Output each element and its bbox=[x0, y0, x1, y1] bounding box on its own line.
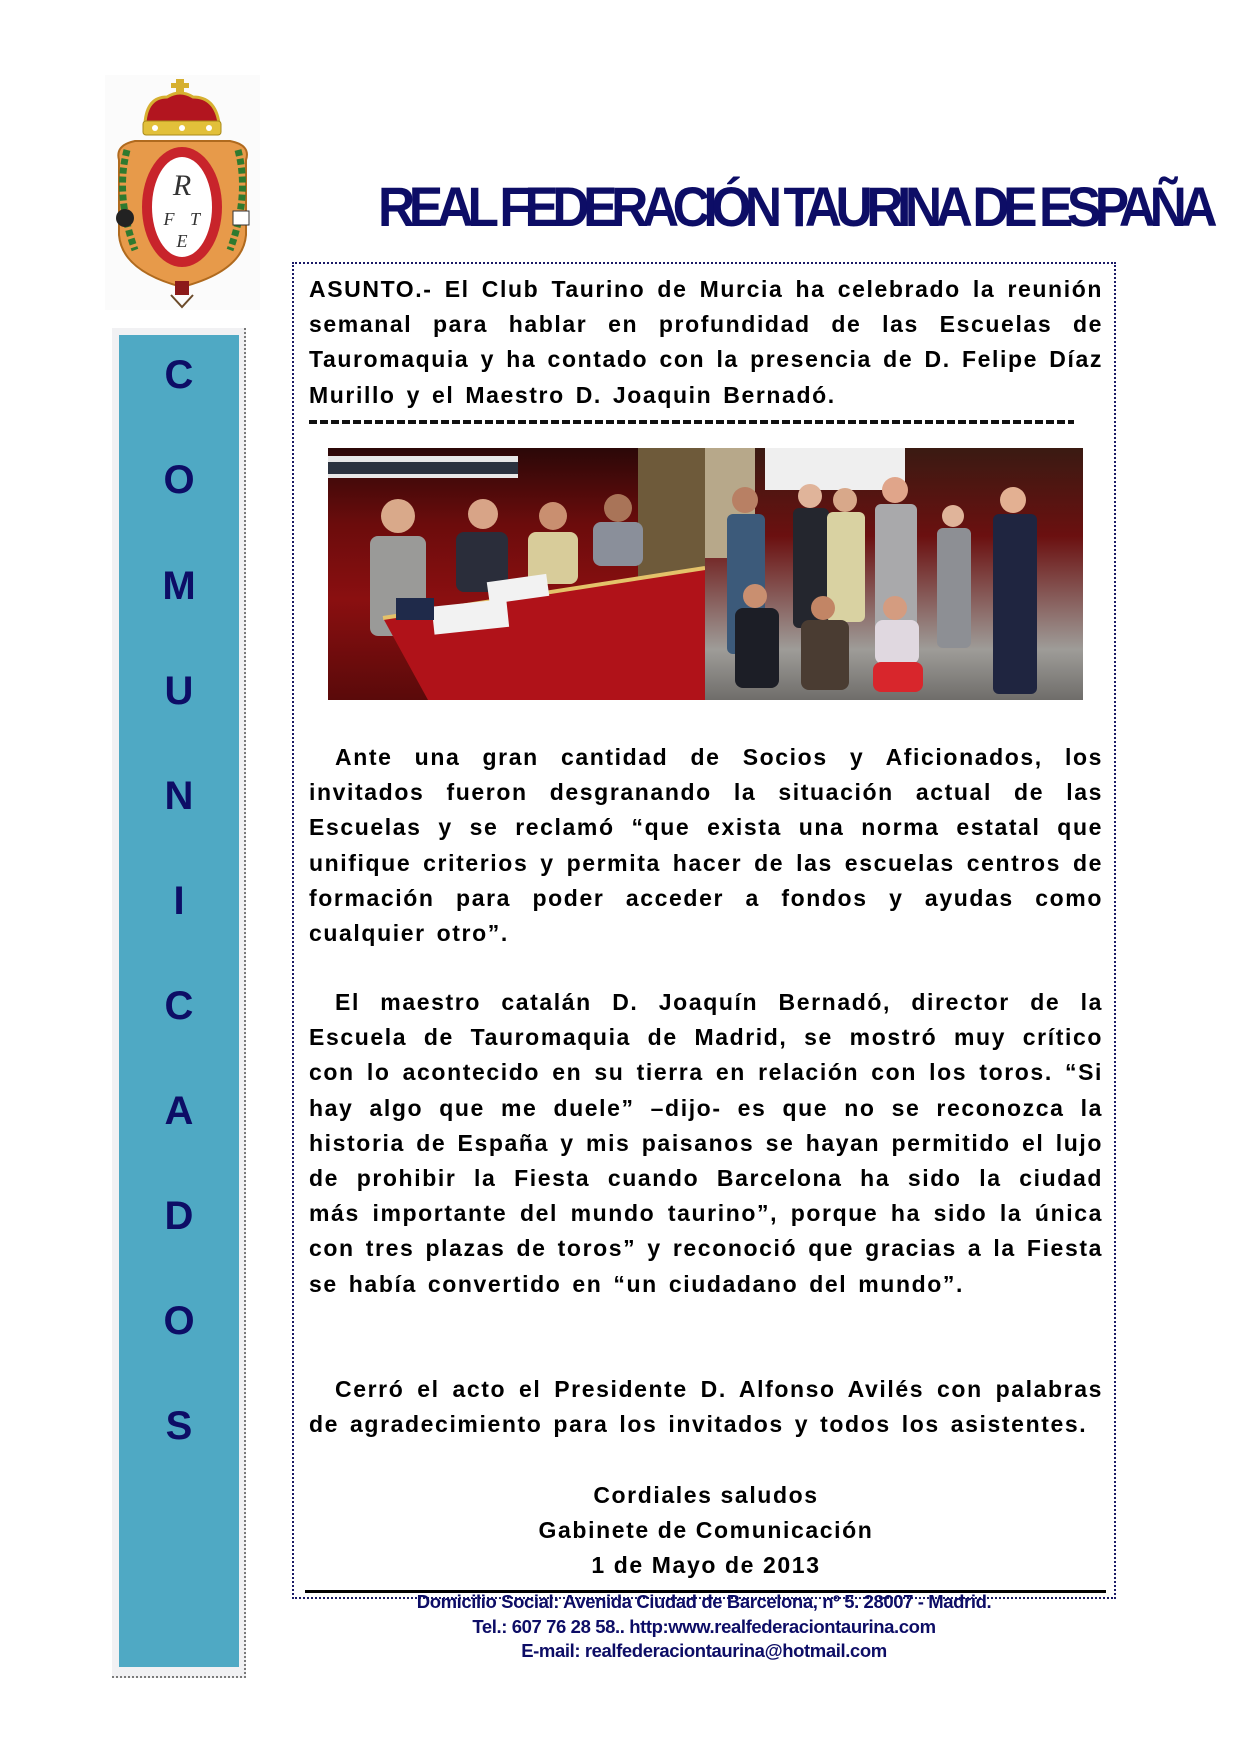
svg-text:E: E bbox=[176, 231, 188, 251]
dashed-separator bbox=[309, 420, 1074, 424]
footer-phone-web[interactable]: Tel.: 607 76 28 58.. http:www.realfederaciontaurina.com bbox=[472, 1616, 936, 1637]
sidebar-letter: A bbox=[164, 1089, 194, 1133]
organization-title: REAL FEDERACIÓN TAURINA DE ESPAÑA bbox=[378, 175, 1212, 238]
svg-text:R: R bbox=[172, 169, 192, 202]
body-paragraph: Ante una gran cantidad de Socios y Aficionados, los invitados fueron desgranando la situación actual de las Escuelas y se reclamó “que exista una norma estatal que unifique criterios y permita hacer de las escuelas centros de formación para poder acceder a fondos y ayudas como cualquier otro”. bbox=[309, 744, 1103, 947]
sidebar-letter: C bbox=[164, 353, 194, 397]
body-paragraph: Cerró el acto el Presidente D. Alfonso Avilés con palabras de agradecimiento para los invitados y todos los asistentes. bbox=[309, 1376, 1103, 1438]
event-photo bbox=[328, 448, 1083, 700]
sidebar-letter: M bbox=[162, 564, 196, 608]
panel-table-photo bbox=[328, 448, 705, 700]
intro-paragraph: ASUNTO.- El Club Taurino de Murcia ha celebrado la reunión semanal para hablar en profundidad de las Escuelas de Tauromaquia y ha contado con la presencia de D. Felipe Díaz Murillo y el Maestro D. Joaquin Bernadó. bbox=[309, 276, 1103, 408]
body-paragraph: El maestro catalán D. Joaquín Bernadó, director de la Escuela de Tauromaquia de Madrid, se mostró muy crítico con lo acontecido en su tierra en relación con los toros. “Si hay algo que me duele” –dijo- es que no se reconozca la historia de España y mis paisanos se hayan permitido el lujo de prohibir la Fiesta cuando Barcelona ha sido la ciudad más importante del mundo taurino”, porque ha sido la única con tres plazas de toros” y reconoció que gracias a la Fiesta se había convertido en “un ciudadano del mundo”. bbox=[309, 989, 1103, 1297]
release-date: 1 de Mayo de 2013 bbox=[591, 1552, 821, 1578]
sidebar-letter: O bbox=[163, 458, 195, 502]
footer-address-text: Domicilio Social: Avenida Ciudad de Barcelona, nº 5. 28007 - Madrid. bbox=[416, 1591, 992, 1612]
footer-email[interactable]: E-mail: realfederaciontaurina@hotmail.com bbox=[521, 1640, 887, 1661]
sidebar-letter: N bbox=[164, 774, 194, 818]
sidebar-panel bbox=[119, 335, 239, 1667]
svg-text:F: F bbox=[163, 209, 175, 229]
sidebar-letter: O bbox=[163, 1299, 195, 1343]
sidebar-letter: I bbox=[173, 879, 185, 923]
footer-address bbox=[292, 1591, 1116, 1613]
closing-greeting: Cordiales saludos bbox=[593, 1482, 819, 1508]
federation-crest-icon bbox=[105, 75, 260, 310]
sidebar-letter: S bbox=[165, 1404, 193, 1448]
comunicados-sidebar bbox=[112, 328, 246, 1678]
sidebar-letter: C bbox=[164, 984, 194, 1028]
svg-text:T: T bbox=[189, 209, 201, 229]
group-photo bbox=[705, 448, 1083, 700]
closing-signature: Gabinete de Comunicación bbox=[538, 1517, 874, 1543]
sidebar-letter: U bbox=[164, 669, 194, 713]
federation-crest-logo bbox=[105, 75, 260, 310]
sidebar-letter: D bbox=[164, 1194, 194, 1238]
